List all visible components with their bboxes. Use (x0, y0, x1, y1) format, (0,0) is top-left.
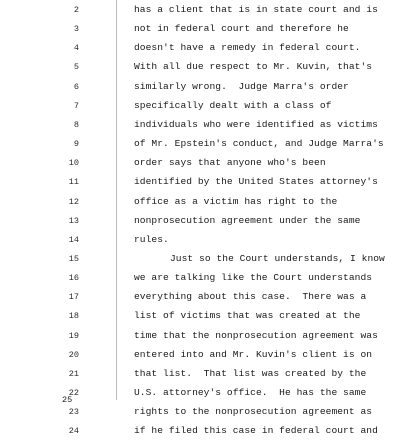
line-text: doesn't have a remedy in federal court. (134, 42, 361, 54)
transcript-line (0, 368, 400, 388)
line-text: Just so the Court understands, I know (170, 252, 385, 264)
transcript-line (0, 310, 400, 330)
line-number: 3 (73, 24, 79, 35)
transcript-line (0, 100, 400, 120)
transcript-line (0, 61, 400, 81)
transcript-line (0, 272, 400, 292)
line-text: that list. That list was created by the (134, 367, 367, 379)
line-number: 7 (73, 100, 79, 111)
line-text: identified by the United States attorney's (134, 176, 378, 188)
line-number: 17 (68, 292, 79, 303)
line-text: has a client that is in state court and is (134, 4, 378, 15)
line-number: 14 (68, 234, 79, 245)
line-number: 6 (73, 81, 79, 92)
line-text: of Mr. Epstein's conduct, and Judge Marra's (134, 138, 384, 150)
line-text: if he filed this case in federal court and (134, 425, 378, 437)
line-number: 12 (68, 196, 79, 207)
transcript-line (0, 196, 400, 216)
line-number: 21 (68, 368, 79, 379)
transcript-line (0, 81, 400, 101)
line-number: 22 (68, 388, 79, 398)
transcript-line (0, 42, 400, 62)
line-text: rights to the nonprosecution agreement as (134, 406, 373, 418)
line-text: With all due respect to Mr. Kuvin, that's (134, 61, 373, 73)
line-number: 20 (68, 349, 79, 360)
line-text: individuals who were identified as victims (134, 118, 378, 130)
transcript-line (0, 119, 400, 139)
line-text: list of victims that was created at the (134, 310, 361, 322)
line-number: 16 (68, 273, 79, 284)
line-number: 13 (68, 215, 79, 226)
line-text: rules. (134, 233, 169, 245)
line-text: time that the nonprosecution agreement was (134, 329, 378, 341)
transcript-line (0, 253, 400, 273)
line-number: 10 (68, 158, 79, 169)
line-text: not in federal court and therefore he (134, 23, 349, 35)
transcript-line (0, 176, 400, 196)
transcript-line (0, 330, 400, 350)
line-number: 4 (73, 43, 79, 54)
transcript-line (0, 425, 400, 445)
transcript-line (0, 387, 400, 407)
line-number: 5 (73, 62, 79, 73)
line-number: 24 (68, 426, 79, 437)
line-text: nonprosecution agreement under the same (134, 214, 361, 226)
line-number: 9 (73, 139, 79, 150)
line-text: U.S. attorney's office. He has the same (134, 387, 367, 398)
line-number: 11 (68, 177, 79, 188)
line-number: 23 (68, 407, 79, 418)
transcript-line (0, 349, 400, 369)
line-text: specifically dealt with a class of (134, 99, 332, 111)
line-text: entered into and Mr. Kuvin's client is on (134, 348, 373, 360)
line-number: 18 (68, 311, 79, 322)
line-number: 15 (68, 253, 79, 264)
transcript-line (0, 215, 400, 235)
line-text: everything about this case. There was a (134, 291, 367, 303)
line-text: office as a victim has right to the (134, 195, 338, 207)
transcript-line (0, 291, 400, 311)
line-number-cut: 25 (62, 395, 73, 405)
transcript-line (0, 406, 400, 426)
transcript-line (0, 138, 400, 158)
transcript-line (0, 234, 400, 254)
line-text: similarly wrong. Judge Marra's order (134, 80, 349, 92)
line-number: 8 (73, 119, 79, 130)
line-number: 2 (73, 5, 79, 15)
transcript-line (0, 157, 400, 177)
line-text: order says that anyone who's been (134, 157, 326, 169)
line-text: we are talking like the Court understands (134, 272, 373, 284)
transcript-line (0, 23, 400, 43)
transcript-line (0, 4, 400, 24)
line-number: 19 (68, 330, 79, 341)
